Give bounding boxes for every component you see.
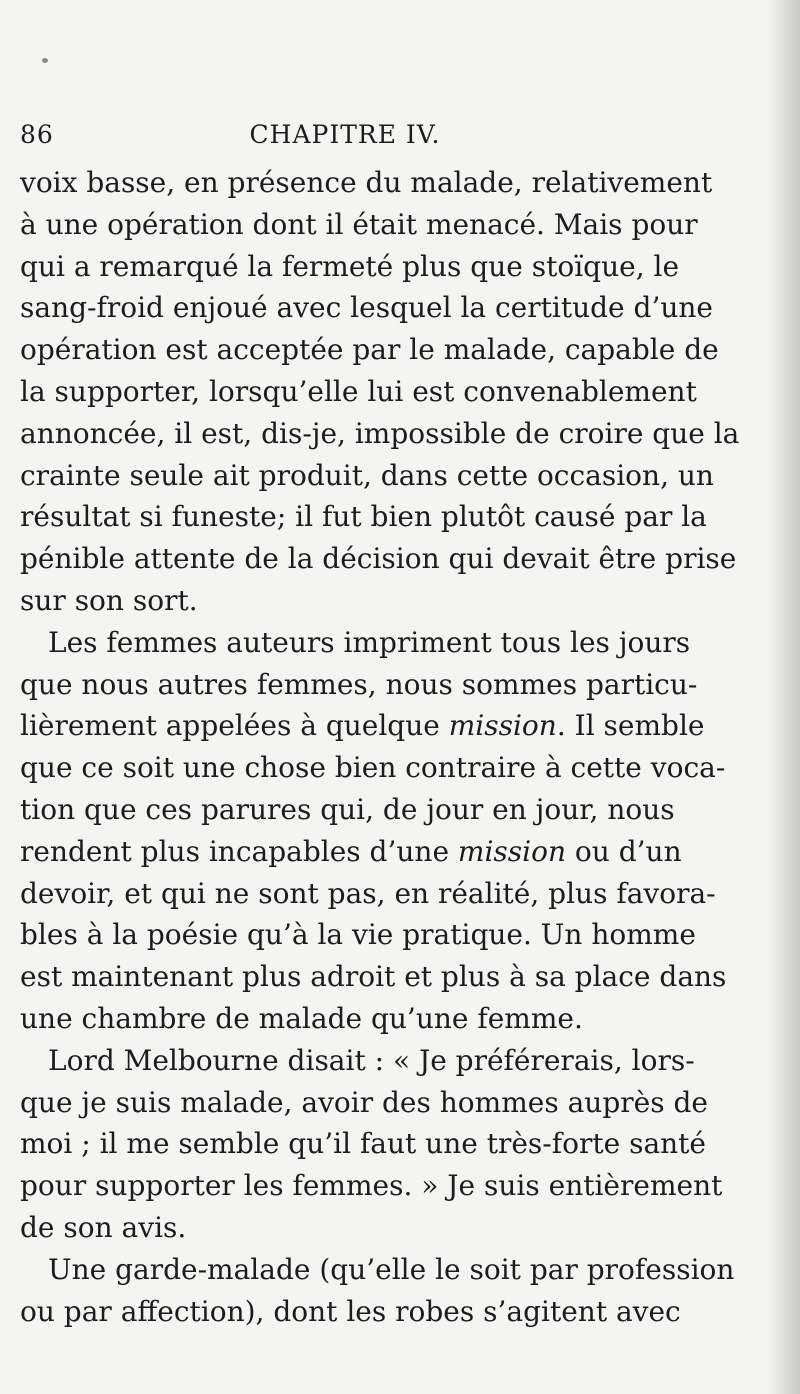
paragraph [20,1040,723,1249]
text-run: ou d’un [566,834,682,868]
page-header [20,120,670,156]
italic-word: mission [457,834,567,868]
text-line: crainte seule ait produit, dans cette occasion, un [20,458,714,492]
text-line: que ce soit une chose bien contraire à cette voca- [20,751,726,785]
text-line: une chambre de malade qu’une femme. [20,1001,583,1035]
text-line: qui a remarqué la fermeté plus que stoïque, le [20,249,680,283]
text-line: bles à la poésie qu’à la vie pratique. Un homme [20,918,696,952]
text-run: lièrement appelées à quelque [20,709,449,743]
text-line: résultat si funeste; il fut bien plutôt causé par la [20,500,707,534]
text-line [20,831,682,873]
text-line: pénible attente de la décision qui devait être prise [20,542,737,576]
paper-speck [42,58,48,63]
paragraph [20,162,740,622]
text-line: la supporter, lorsqu’elle lui est convenablement [20,374,697,408]
paragraph [20,1249,735,1333]
text-line: devoir, et qui ne sont pas, en réalité, plus favora- [20,876,716,910]
text-line: est maintenant plus adroit et plus à sa place dans [20,960,727,994]
text-line: Les femmes auteurs impriment tous les jours [48,625,691,659]
page-edge-shadow [766,0,800,1394]
text-line: annoncée, il est, dis-je, impossible de croire que la [20,416,740,450]
page-number: 86 [20,120,54,149]
text-line: ou par affection), dont les robes s’agitent avec [20,1294,681,1328]
text-line: sang-froid enjoué avec lesquel la certitude d’une [20,291,713,325]
text-run: . Il semble [556,709,705,743]
text-line: Une garde-malade (qu’elle le soit par profession [48,1252,735,1286]
text-line [20,705,705,747]
text-line: à une opération dont il était menacé. Mais pour [20,207,698,241]
text-line: que je suis malade, avoir des hommes auprès de [20,1085,708,1119]
italic-word: mission [448,709,557,743]
text-line: de son avis. [20,1210,187,1244]
text-line: pour supporter les femmes. » Je suis entièrement [20,1169,723,1203]
text-line: voix basse, en présence du malade, relativement [20,166,713,199]
body-text [20,162,740,1332]
text-line: sur son sort. [20,583,198,617]
text-line: moi ; il me semble qu’il faut une très-forte santé [20,1127,706,1161]
text-line: opération est acceptée par le malade, capable de [20,333,719,367]
text-line: Lord Melbourne disait : « Je préférerais, lors- [48,1043,695,1077]
text-line: que nous autres femmes, nous sommes particu- [20,667,698,701]
paragraph [20,622,727,1040]
text-line: tion que ces parures qui, de jour en jour, nous [20,792,675,826]
text-run: rendent plus incapables d’une [20,834,458,868]
running-title: CHAPITRE IV. [249,120,441,149]
